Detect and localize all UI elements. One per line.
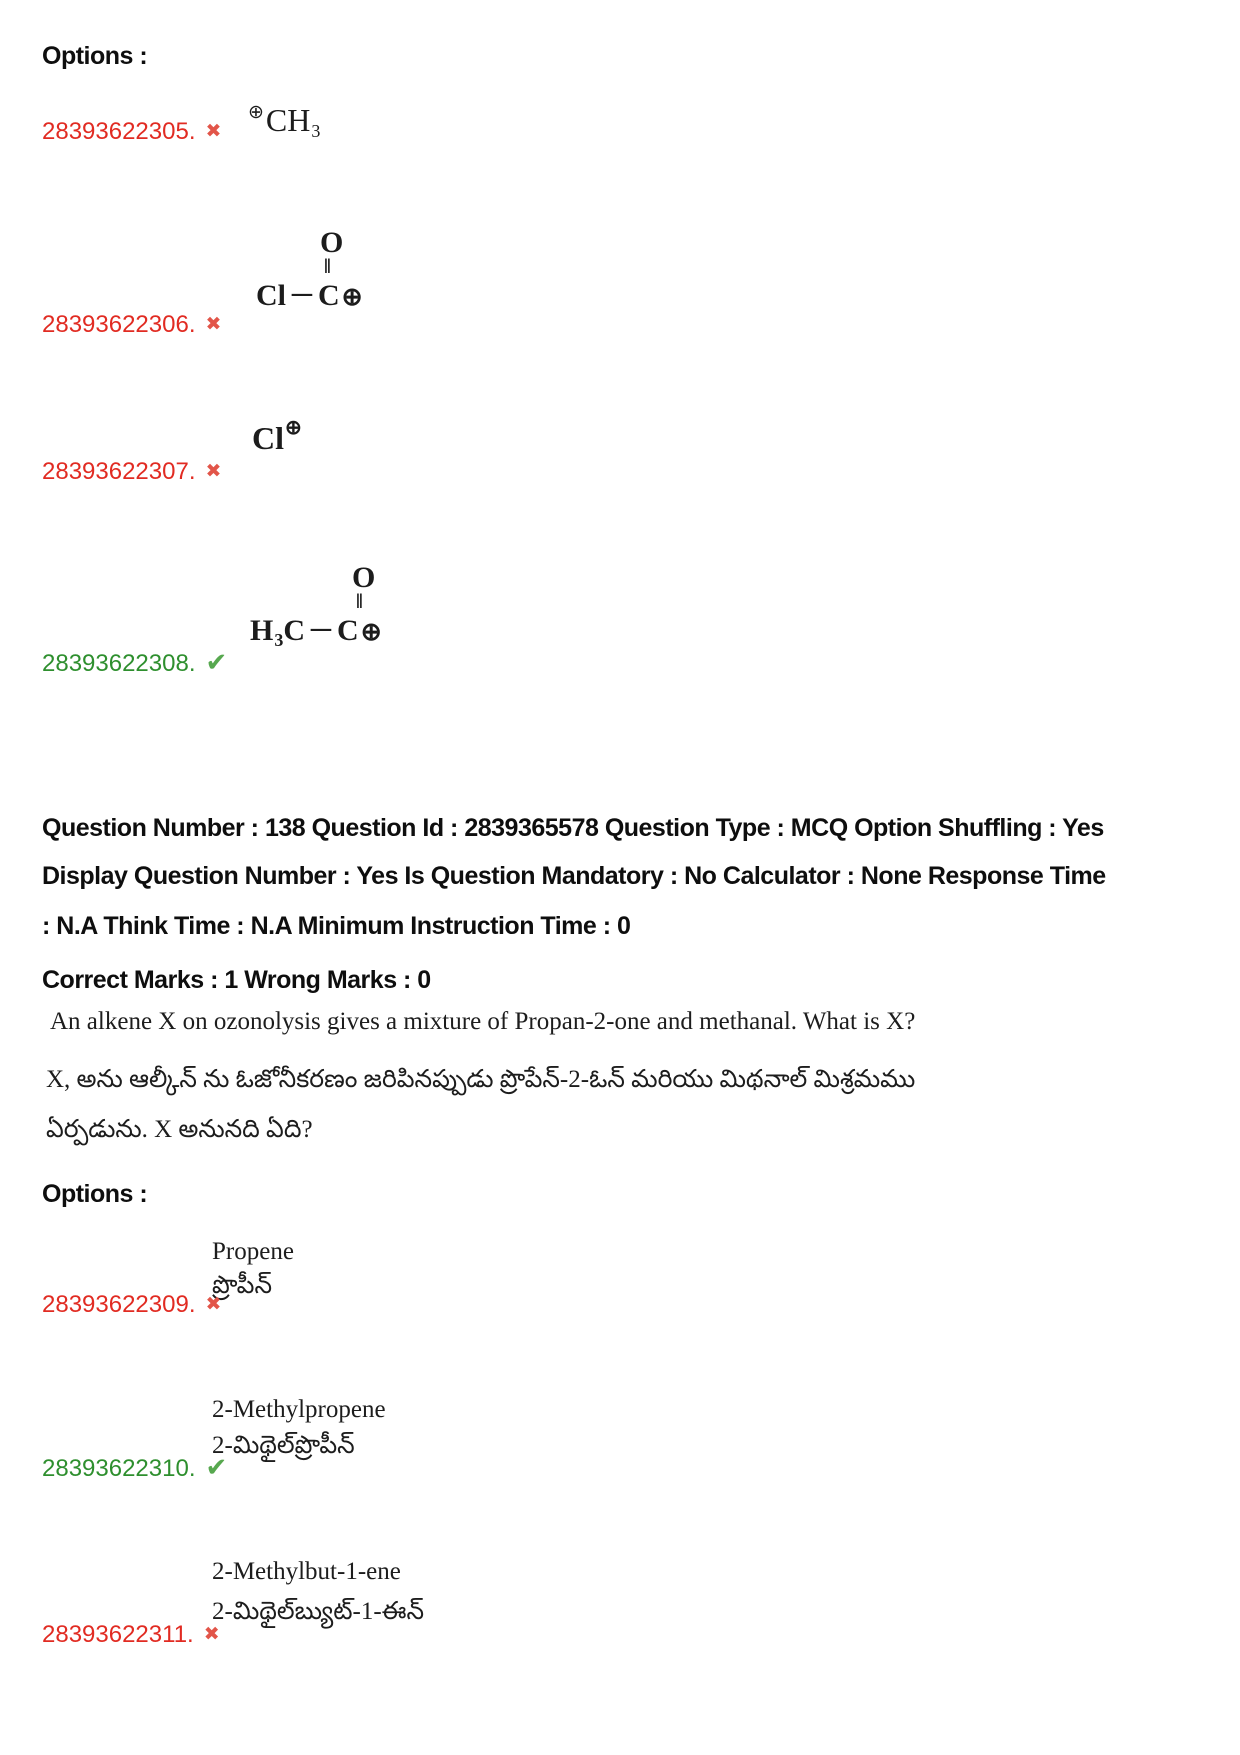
structure-formula: CH [265, 102, 311, 138]
charge-plus-icon: ⊕ [248, 102, 264, 123]
subscript: 3 [311, 121, 321, 141]
wrong-answer-icon: ✖ [203, 1623, 220, 1645]
option-text-english: Propene [212, 1238, 294, 1265]
charge-plus-icon: ⊕ [360, 619, 382, 646]
subscript: 3 [274, 630, 284, 650]
options-label-top: Options : [42, 42, 148, 70]
structure-oxygen-atom: O [352, 561, 376, 594]
charge-plus-icon: ⊕ [341, 284, 363, 311]
option-id: 28393622310. [42, 1455, 196, 1482]
question-meta-line1: Question Number : 138 Question Id : 2839365578 Question Type : MCQ Option Shuffling : Yes [42, 814, 1104, 842]
option-row-2307 [42, 458, 221, 486]
option-id: 28393622305. [42, 118, 196, 145]
structure-methyl-cation [248, 102, 321, 141]
structure-acetyl-cation [250, 611, 382, 650]
option-row-2309 [42, 1291, 221, 1319]
options-label-bottom: Options : [42, 1180, 148, 1208]
double-bond-icon: ‖ [324, 254, 329, 278]
marks-info: Correct Marks : 1 Wrong Marks : 0 [42, 966, 431, 994]
structure-oxygen-atom: O [320, 226, 344, 259]
option-row-2308 [42, 647, 228, 678]
question-text-telugu-line1: X, అను ఆల్కీన్ ను ఓజోనీకరణం జరిపినప్పుడు ప్రొపేన్-2-ఓన్ మరియు మిథనాల్ మిశ్రమము [46, 1066, 916, 1093]
option-text-english: 2-Methylpropene [212, 1396, 386, 1423]
question-meta-line3: : N.A Think Time : N.A Minimum Instruction Time : 0 [42, 912, 631, 940]
option-text-english: 2-Methylbut-1-ene [212, 1558, 401, 1585]
option-text-telugu: 2-మిథైల్‌బ్యుట్-1-ఈన్ [212, 1598, 425, 1625]
wrong-answer-icon: ✖ [205, 1293, 222, 1315]
structure-chloride-cation [252, 417, 302, 456]
carbon-atom: C [337, 614, 359, 647]
wrong-answer-icon: ✖ [205, 313, 222, 335]
carbon-atom: C [283, 614, 306, 647]
option-id: 28393622307. [42, 458, 196, 485]
question-text-english: An alkene X on ozonolysis gives a mixture of Propan-2-one and methanal. What is X? [50, 1008, 916, 1035]
option-id: 28393622306. [42, 311, 196, 338]
charge-plus-icon: ⊕ [285, 417, 302, 439]
hydrogen-atom: H [250, 614, 274, 647]
option-row-2311 [42, 1621, 220, 1649]
option-id: 28393622311. [42, 1621, 194, 1648]
correct-answer-icon: ✔ [205, 647, 228, 677]
option-row-2306 [42, 311, 221, 339]
option-text-telugu: 2-మిథైల్‌ప్రొపీన్ [212, 1432, 355, 1459]
question-meta-line2: Display Question Number : Yes Is Question Mandatory : No Calculator : None Response Time [42, 862, 1106, 890]
option-row-2310 [42, 1452, 228, 1483]
chlorine-atom: Cl [252, 420, 284, 456]
chlorine-atom: Cl [256, 279, 286, 312]
option-row-2305 [42, 118, 221, 146]
carbon-atom: C [318, 279, 340, 312]
question-text-telugu-line2: ఏర్పడును. X అనునది ఏది? [46, 1116, 313, 1143]
option-text-telugu: ప్రొపీన్ [212, 1272, 273, 1299]
correct-answer-icon: ✔ [205, 1452, 228, 1482]
option-id: 28393622308. [42, 650, 196, 677]
wrong-answer-icon: ✖ [205, 460, 222, 482]
option-id: 28393622309. [42, 1291, 196, 1318]
single-bond-icon: — [291, 276, 313, 309]
structure-acylium-chloride [256, 276, 363, 312]
double-bond-icon: ‖ [356, 589, 361, 613]
wrong-answer-icon: ✖ [205, 120, 222, 142]
single-bond-icon: — [310, 611, 332, 644]
